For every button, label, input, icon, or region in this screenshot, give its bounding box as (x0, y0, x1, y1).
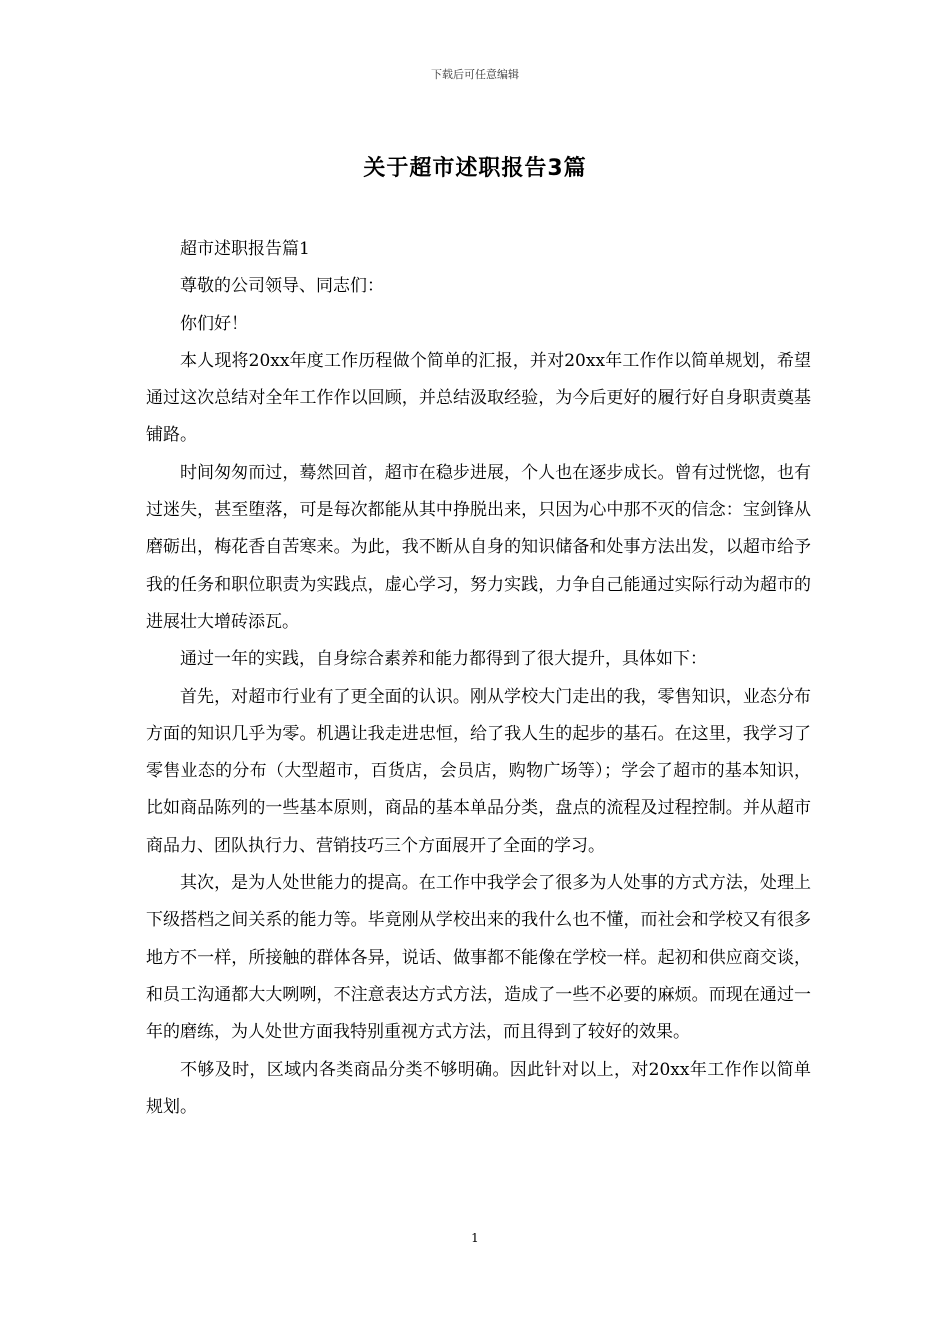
paragraph-section-heading: 超市述职报告篇1 (180, 239, 310, 259)
document-body (146, 231, 811, 1126)
page-number: 1 (471, 1231, 479, 1245)
paragraph: 通过一年的实践，自身综合素养和能力都得到了很大提升，具体如下： (180, 649, 707, 670)
paragraph: 首先，对超市行业有了更全面的认识。刚从学校大门走出的我，零售知识，业态分布方面的知识几乎为零。机遇让我走进忠恒，给了我人生的起步的基石。在这里，我学习了零售业态的分布（大型超市，百货店，会员店，购物广场等）；学会了超市的基本知识，比如商品陈列的一些基本原则，商品的基本单品分类，盘点的流程及过程控制。并从超市商品力、团队执行力、营销技巧三个方面展开了全面的学习。 (146, 686, 811, 856)
paragraph: 其次，是为人处世能力的提高。在工作中我学会了很多为人处事的方式方法，处理上下级搭档之间关系的能力等。毕竟刚从学校出来的我什么也不懂，而社会和学校又有很多地方不一样，所接触的群体各异，说话、做事都不能像在学校一样。起初和供应商交谈，和员工沟通都大大咧咧，不注意表达方式方法，造成了一些不必要的麻烦。而现在通过一年的磨练，为人处世方面我特别重视方式方法，而且得到了较好的效果。 (146, 873, 811, 1043)
paragraph-greeting: 你们好！ (180, 313, 248, 334)
document-title: 关于超市述职报告3篇 (363, 156, 587, 181)
paragraph: 不够及时，区域内各类商品分类不够明确。因此针对以上，对20xx年工作作以简单规划。 (146, 1059, 811, 1117)
paragraph: 本人现将20xx年度工作历程做个简单的汇报，并对20xx年工作作以简单规划，希望通过这次总结对全年工作作以回顾，并总结汲取经验，为今后更好的履行好自身职责奠基铺路。 (146, 350, 811, 446)
header-note: 下载后可任意编辑 (431, 68, 519, 81)
paragraph: 时间匆匆而过，蓦然回首，超市在稳步进展，个人也在逐步成长。曾有过恍惚，也有过迷失，甚至堕落，可是每次都能从其中挣脱出来，只因为心中那不灭的信念：宝剑锋从磨砺出，梅花香自苦寒来。为此，我不断从自身的知识储备和处事方法出发，以超市给予我的任务和职位职责为实践点，虚心学习，努力实践，力争自己能通过实际行动为超市的进展壮大增砖添瓦。 (146, 462, 811, 632)
paragraph-salutation: 尊敬的公司领导、同志们： (180, 276, 384, 297)
